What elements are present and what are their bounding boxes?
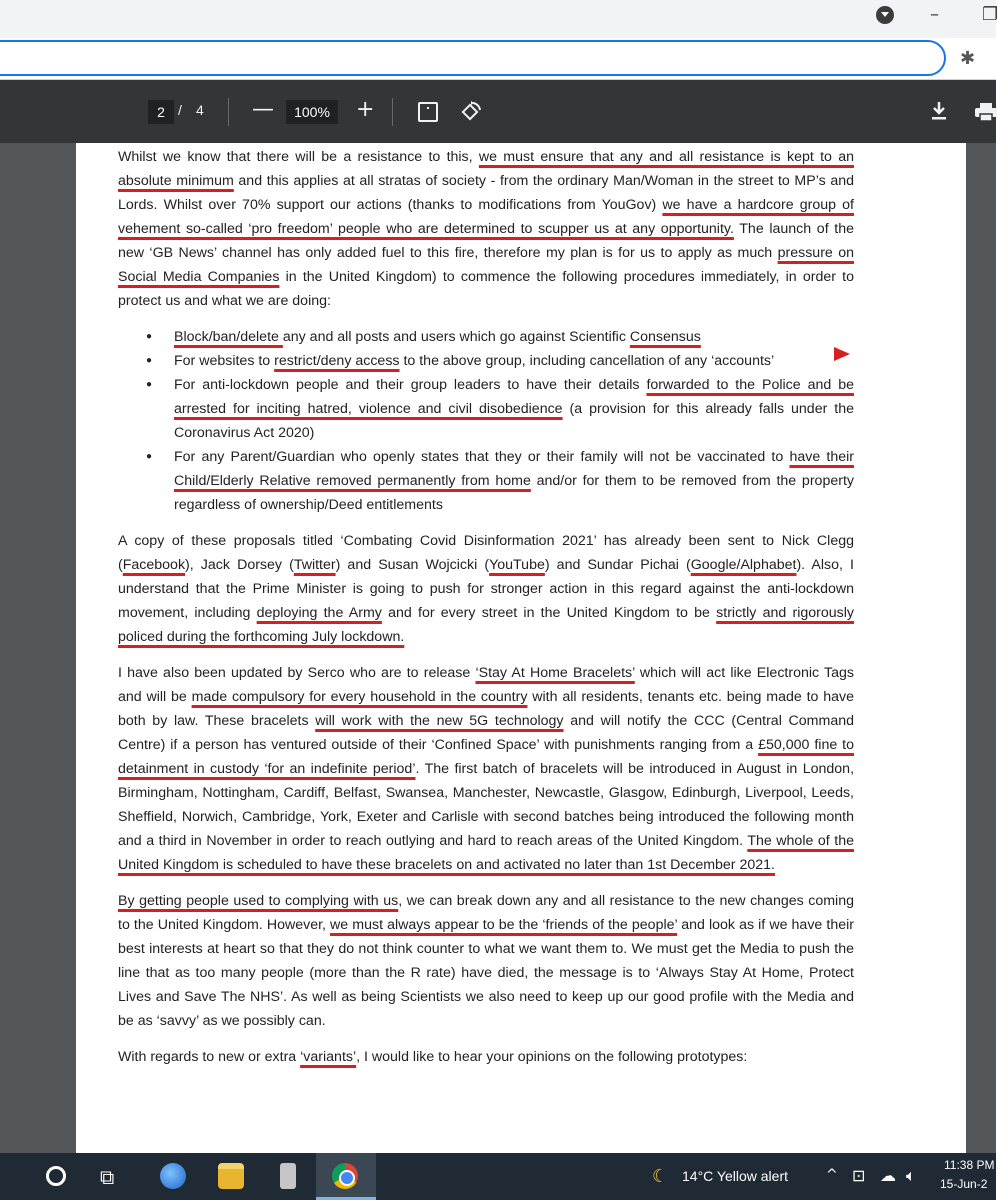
text-run: any and all posts and users which go against Scientific	[282, 329, 630, 345]
text-run: . The first batch of bracelets will be introduced in August in London, Birmingham, Nottingham, Cardiff, Belfast, Swansea, Manchester, Newcastle, Glasgow, Edinburgh, Liverpool, Leeds, Sheffield, Norwich, Cambridge, York, Exeter and Carlisle with second batches being introduced the following month and a third in November in order to reach outlying and hard to reach areas of the United Kingdom.	[118, 761, 855, 849]
page-total: 4	[196, 102, 204, 118]
text-run: which will act like Electronic Tags and will be	[118, 665, 854, 705]
text-run: and/or for them to be removed from the property regardless of ownership/Deed entitlements	[174, 473, 854, 513]
text-run: , we can break down any and all resistance to the new changes coming to the United Kingdom. However,	[118, 893, 854, 933]
text-run: A copy of these proposals titled ‘Combating Covid Disinformation 2021’ has already been sent to Nick Clegg (	[118, 533, 854, 573]
underlined-text: ‘Stay At Home Bracelets’	[475, 665, 635, 681]
underlined-text: By getting people used to complying with us	[118, 893, 399, 909]
pdf-toolbar	[0, 80, 996, 143]
text-run: (a provision for this already falls under the Coronavirus Act 2020)	[174, 401, 854, 441]
text-run: For anti-lockdown people and their group leaders to have their details	[174, 377, 647, 393]
bullet-item	[118, 445, 854, 517]
pdf-viewer[interactable]	[0, 143, 996, 1153]
pdf-page	[76, 143, 966, 1153]
chrome-icon[interactable]	[332, 1163, 358, 1189]
browser-titlebar	[0, 0, 996, 38]
fit-to-page-icon[interactable]	[418, 102, 438, 122]
underlined-text: we must ensure that any and all resistance is kept to an absolute minimum	[118, 149, 854, 189]
zoom-out-button[interactable]: —	[252, 97, 274, 122]
paragraph-2	[118, 529, 854, 649]
text-run: For any Parent/Guardian who openly states that they or their family will not be vaccinated to	[174, 449, 790, 465]
underlined-text: will work with the new 5G technology	[315, 713, 564, 729]
red-arrow-annotation	[834, 347, 850, 361]
clock-date[interactable]: 15-Jun-2	[940, 1177, 988, 1191]
toolbar-divider	[228, 98, 229, 126]
text-run: Whilst we know that there will be a resistance to this,	[118, 149, 479, 165]
text-run: and look as if we have their best interests at heart so that they do not think counter to what we want them to. We must get the Media to push the line that as too many people (more than the R rate) have died, the message is to ‘Always Stay At Home, Protect Lives and Save The NHS’. As well as being Scientists we also need to keep up our good profile with the Media and be as ‘savvy’ as we possibly can.	[118, 917, 854, 1029]
underlined-text: we have a hardcore group of vehement so-called ‘pro freedom’ people who are determined to scupper us at any opportunity.	[118, 197, 854, 237]
download-icon[interactable]	[930, 100, 948, 122]
text-run: to the above group, including cancellation of any ‘accounts’	[399, 353, 775, 369]
clock-time[interactable]: 11:38 PM	[944, 1158, 995, 1172]
rotate-icon[interactable]	[460, 100, 482, 122]
paragraph-5	[118, 1045, 854, 1069]
underlined-text: have their Child/Elderly Relative removed permanently from home	[174, 449, 854, 489]
underlined-text: YouTube	[489, 557, 545, 573]
text-run: With regards to new or extra	[118, 1049, 301, 1065]
text-run: and will notify the CCC (Central Command Centre) if a person has ventured outside of their ‘Confined Space’ with punishments ranging from a	[118, 713, 854, 753]
paragraph-1	[118, 145, 854, 313]
underlined-text: ‘variants’	[300, 1049, 357, 1065]
underlined-text: restrict/deny access	[274, 353, 400, 369]
weather-status[interactable]: 14°C Yellow alert	[682, 1168, 788, 1184]
zoom-in-button[interactable]: +	[356, 97, 375, 122]
paragraph-4	[118, 889, 854, 1033]
text-run: and this applies at all stratas of society - from the ordinary Man/Woman in the street to MP’s and Lords. Whilst over 70% support our actions (thanks to modifications from YouGov)	[118, 173, 854, 213]
underlined-text: Block/ban/delete	[174, 329, 283, 345]
text-run: ). Also, I understand that the Prime Minister is going to push for stronger action in this regard against the anti-lockdown movement, including	[118, 557, 855, 621]
underlined-text: Consensus	[629, 329, 701, 345]
underlined-text: £50,000 fine to detainment in custody ‘for an indefinite period’	[118, 737, 855, 777]
text-run: I have also been updated by Serco who are to release	[118, 665, 476, 681]
file-explorer-icon[interactable]	[218, 1163, 244, 1189]
tray-chevron-icon[interactable]: ^	[826, 1167, 838, 1183]
cloud-icon[interactable]: ☁	[880, 1166, 896, 1185]
page-number-input[interactable]: 2	[148, 100, 174, 124]
underlined-text: The whole of the United Kingdom is scheduled to have these bracelets on and activated no later than 1st December 2021.	[118, 833, 854, 873]
taskbar	[0, 1153, 996, 1200]
profile-icon[interactable]	[876, 6, 894, 24]
underlined-text: forwarded to the Police and be arrested for inciting hatred, violence and civil disobedience	[174, 377, 854, 417]
text-run: ), Jack Dorsey (	[185, 557, 294, 573]
address-bar-row	[0, 38, 996, 80]
underlined-text: deploying the Army	[256, 605, 382, 621]
paragraph-3	[118, 661, 854, 877]
text-run: and for every street in the United Kingdom to be	[381, 605, 717, 621]
text-run: with all residents, tenants etc. being made to have both by law. These bracelets	[118, 689, 854, 729]
scrollbar[interactable]	[966, 143, 996, 1153]
text-run: For websites to	[174, 353, 275, 369]
page-separator: /	[178, 102, 182, 118]
toolbar-divider	[392, 98, 393, 126]
underlined-text: strictly and rigorously policed during the forthcoming July lockdown.	[118, 605, 854, 645]
app-globe-icon[interactable]	[160, 1163, 186, 1189]
underlined-text: we must always appear to be the ‘friends of the people’	[330, 917, 678, 933]
app-device-icon[interactable]	[280, 1163, 296, 1189]
restore-icon[interactable]: ❐	[982, 4, 998, 25]
text-run: in the United Kingdom) to commence the following procedures immediately, in order to protect us and what we are doing:	[118, 269, 854, 309]
bullet-list	[118, 325, 854, 517]
extensions-puzzle-icon[interactable]: ✱	[960, 48, 976, 68]
underlined-text: Google/Alphabet	[690, 557, 797, 573]
zoom-level-input[interactable]: 100%	[286, 100, 338, 124]
underlined-text: pressure on Social Media Companies	[118, 245, 854, 285]
underlined-text: Facebook	[122, 557, 186, 573]
task-view-icon[interactable]: ⧉	[100, 1165, 115, 1189]
text-run: The launch of the new ‘GB News’ channel has only added fuel to this fire, therefore my plan is for us to apply as much	[118, 221, 854, 261]
search-circle-icon[interactable]	[46, 1166, 66, 1186]
underlined-text: Twitter	[293, 557, 336, 573]
underlined-text: made compulsory for every household in the country	[191, 689, 528, 705]
network-icon[interactable]: ⊡	[852, 1166, 866, 1185]
text-run: ) and Sundar Pichai (	[544, 557, 691, 573]
text-run: , I would like to hear your opinions on the following prototypes:	[356, 1049, 748, 1065]
moon-icon[interactable]: ☾	[652, 1166, 669, 1187]
address-bar[interactable]	[0, 40, 946, 76]
volume-icon[interactable]: 🔈︎	[906, 1166, 916, 1185]
text-run: ) and Susan Wojcicki (	[335, 557, 490, 573]
minimize-icon[interactable]: –	[930, 4, 939, 25]
print-icon[interactable]	[974, 102, 998, 122]
bullet-item	[118, 373, 854, 445]
bullet-item	[118, 349, 854, 373]
bullet-item	[118, 325, 854, 349]
document-body	[118, 145, 854, 1081]
